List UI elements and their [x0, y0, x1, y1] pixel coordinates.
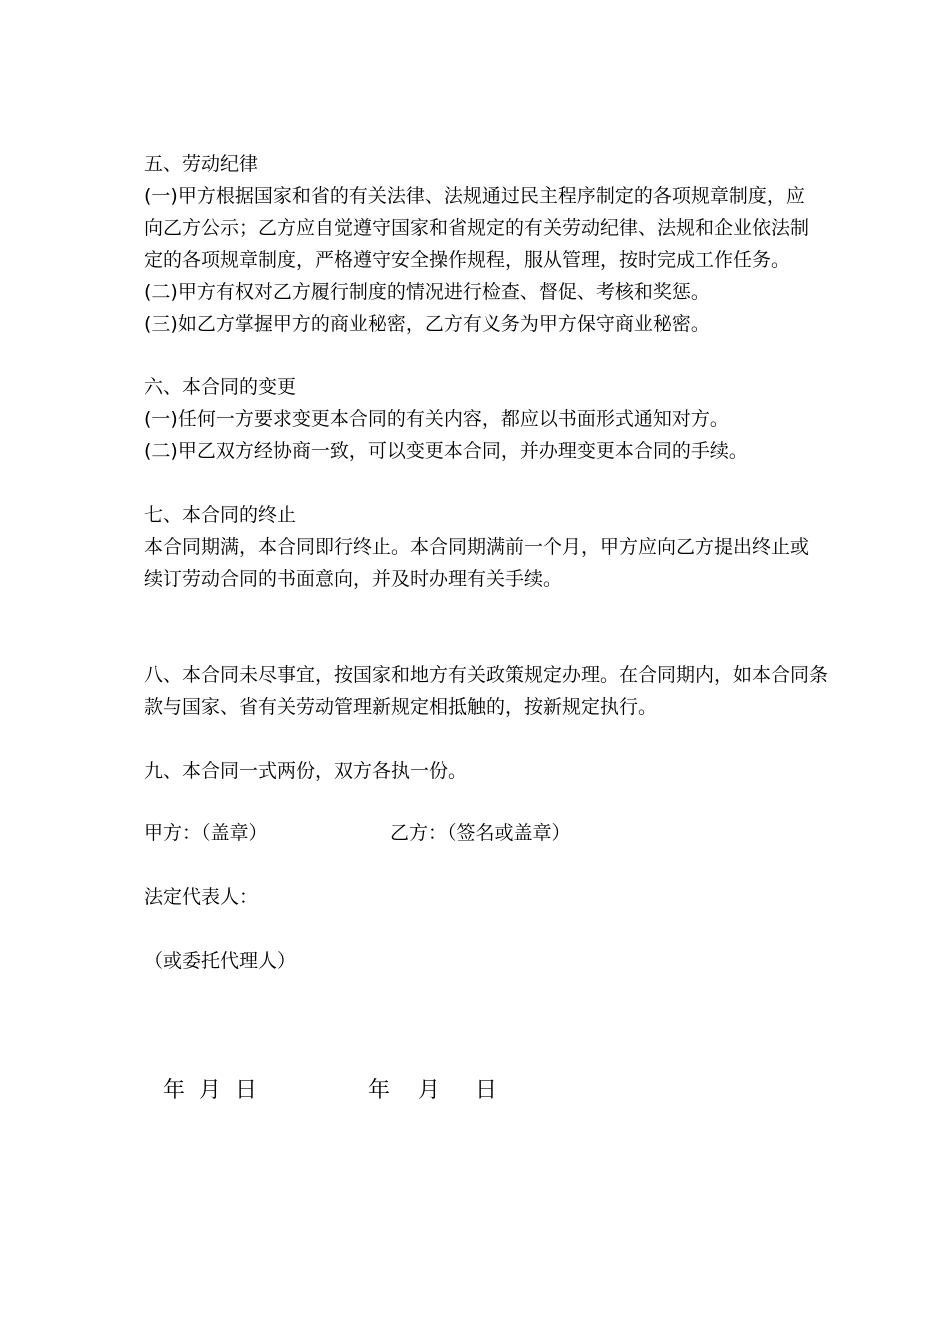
section-5-paragraph-1-line-1: (一)甲方根据国家和省的有关法律、法规通过民主程序制定的各项规章制度，应 [144, 185, 805, 207]
section-6-heading: 六、本合同的变更 [144, 376, 297, 398]
section-7-paragraph-line-1: 本合同期满，本合同即行终止。本合同期满前一个月，甲方应向乙方提出终止或 [144, 536, 810, 558]
section-5-paragraph-1-line-3: 定的各项规章制度，严格遵守安全操作规程，服从管理，按时完成工作任务。 [144, 249, 791, 271]
section-7-heading: 七、本合同的终止 [144, 504, 297, 526]
party-b-date: 年 月 日 [368, 1078, 497, 1103]
section-5-paragraph-2: (二)甲方有权对乙方履行制度的情况进行检查、督促、考核和奖惩。 [144, 281, 710, 303]
section-5-paragraph-3: (三)如乙方掌握甲方的商业秘密，乙方有义务为甲方保守商业秘密。 [144, 313, 710, 335]
party-a-date: 年 月 日 [163, 1078, 257, 1103]
section-7-paragraph-line-2: 续订劳动合同的书面意向，并及时办理有关手续。 [144, 568, 563, 590]
section-6-paragraph-2: (二)甲乙双方经协商一致，可以变更本合同，并办理变更本合同的手续。 [144, 440, 748, 462]
agent-label: （或委托代理人） [144, 950, 297, 972]
section-5-heading: 五、劳动纪律 [144, 153, 259, 175]
section-8-line-2: 款与国家、省有关劳动管理新规定相抵触的，按新规定执行。 [144, 696, 658, 718]
section-6-paragraph-1: (一)任何一方要求变更本合同的有关内容，都应以书面形式通知对方。 [144, 408, 729, 430]
section-9: 九、本合同一式两份，双方各执一份。 [144, 760, 468, 782]
party-b-label: 乙方：（签名或盖章） [390, 822, 571, 844]
party-a-label: 甲方：（盖章） [144, 822, 268, 844]
section-8-line-1: 八、本合同未尽事宜，按国家和地方有关政策规定办理。在合同期内，如本合同条 [144, 664, 829, 686]
section-5-paragraph-1-line-2: 向乙方公示；乙方应自觉遵守国家和省规定的有关劳动纪律、法规和企业依法制 [144, 217, 810, 239]
legal-representative-label: 法定代表人： [144, 886, 259, 908]
